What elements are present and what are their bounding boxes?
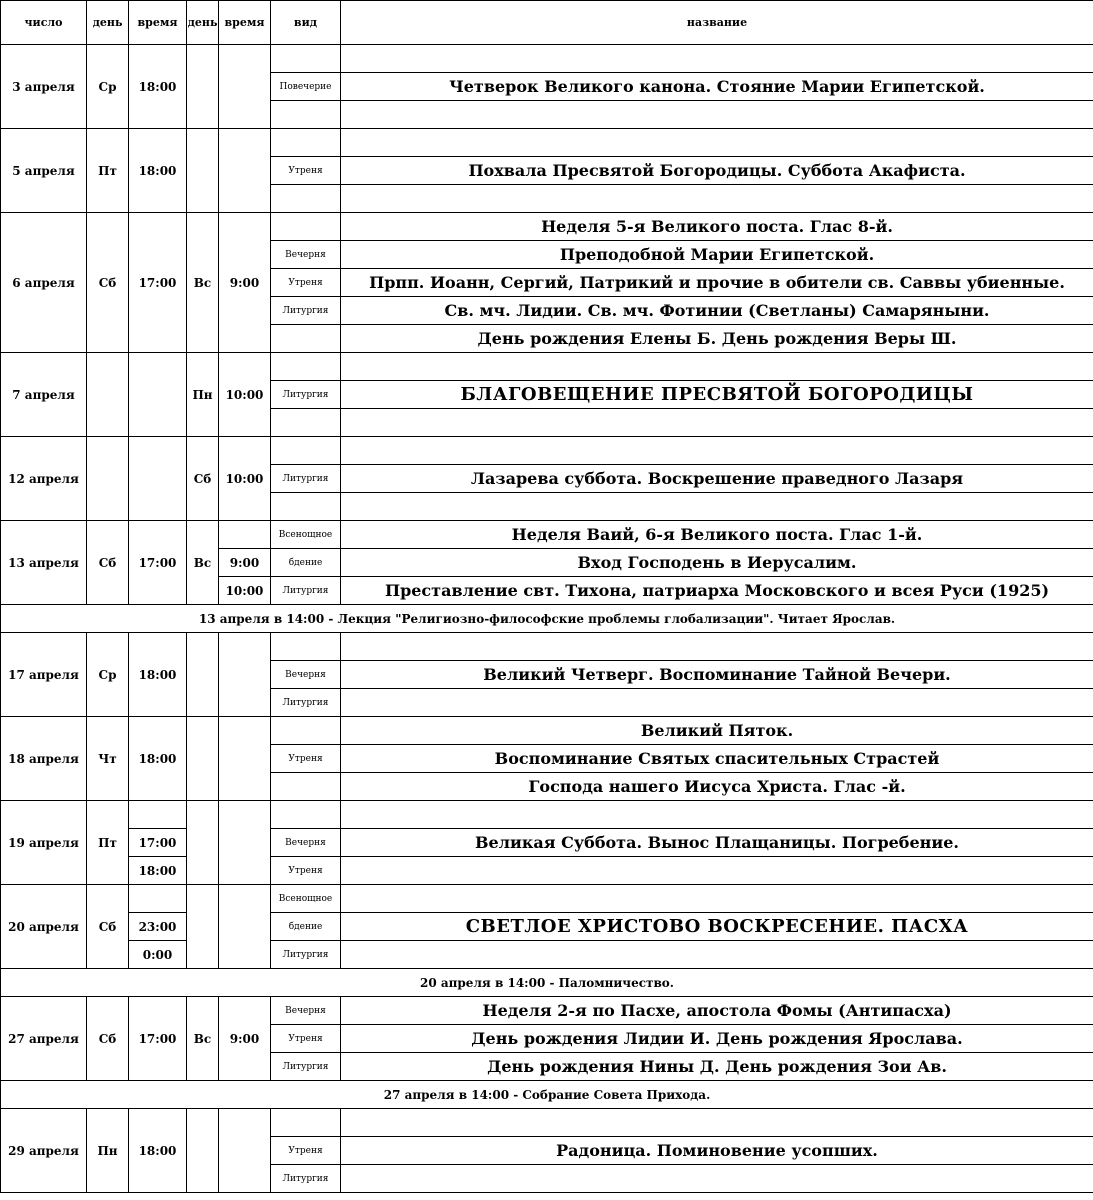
row-time-2 xyxy=(219,885,271,969)
row-title xyxy=(341,409,1093,437)
row-kind: Вечерня xyxy=(271,997,341,1025)
row-day-2: Вс xyxy=(187,521,219,605)
row-day xyxy=(87,353,129,437)
row-day-2: Сб xyxy=(187,437,219,521)
row-date: 5 апреля xyxy=(1,129,87,213)
notice-row xyxy=(1,1081,1093,1109)
notice-lecture: 13 апреля в 14:00 - Лекция "Религиозно-философские проблемы глобализации". Читает Ярослав. xyxy=(1,605,1093,633)
row-kind: Вечерня xyxy=(271,661,341,689)
row-title xyxy=(341,353,1093,381)
row-title: БЛАГОВЕЩЕНИЕ ПРЕСВЯТОЙ БОГОРОДИЦЫ xyxy=(341,381,1093,409)
row-time-2: 10:00 xyxy=(219,437,271,521)
row-kind: бдение xyxy=(271,549,341,577)
row-date: 29 апреля xyxy=(1,1109,87,1193)
row-time: 17:00 xyxy=(129,213,187,353)
row-title xyxy=(341,633,1093,661)
notice-row xyxy=(1,969,1093,997)
row-time-2 xyxy=(219,1109,271,1193)
row-kind xyxy=(271,717,341,745)
row-title xyxy=(341,1165,1093,1193)
header-time-2: время xyxy=(219,1,271,45)
row-time-2: 9:00 xyxy=(219,213,271,353)
row-day: Сб xyxy=(87,885,129,969)
row-kind xyxy=(271,45,341,73)
row-kind: Вечерня xyxy=(271,829,341,857)
table-row xyxy=(1,633,1093,661)
row-kind: Литургия xyxy=(271,689,341,717)
table-row xyxy=(1,1109,1093,1137)
row-kind: Литургия xyxy=(271,577,341,605)
row-time-2 xyxy=(219,633,271,717)
row-kind: Всенощное xyxy=(271,521,341,549)
row-title: Преставление свт. Тихона, патриарха Московского и всея Руси (1925) xyxy=(341,577,1093,605)
row-date: 13 апреля xyxy=(1,521,87,605)
row-title xyxy=(341,101,1093,129)
row-kind: Утреня xyxy=(271,857,341,885)
row-day: Ср xyxy=(87,633,129,717)
header-day: день xyxy=(87,1,129,45)
row-kind: Утреня xyxy=(271,745,341,773)
row-date: 20 апреля xyxy=(1,885,87,969)
row-time-2: 10:00 xyxy=(219,577,271,605)
notice-row xyxy=(1,605,1093,633)
row-kind xyxy=(271,213,341,241)
table-row xyxy=(1,717,1093,745)
row-kind: бдение xyxy=(271,913,341,941)
row-kind xyxy=(271,409,341,437)
row-title: Неделя 5-я Великого поста. Глас 8-й. xyxy=(341,213,1093,241)
row-time-2 xyxy=(219,717,271,801)
row-title xyxy=(341,885,1093,913)
row-date: 18 апреля xyxy=(1,717,87,801)
row-kind: Утреня xyxy=(271,1025,341,1053)
row-title: Прпп. Иоанн, Сергий, Патрикий и прочие в обители св. Саввы убиенные. xyxy=(341,269,1093,297)
row-title xyxy=(341,185,1093,213)
row-time xyxy=(129,353,187,437)
table-row xyxy=(1,437,1093,465)
row-time-2 xyxy=(219,801,271,885)
row-date: 19 апреля xyxy=(1,801,87,885)
row-day: Сб xyxy=(87,213,129,353)
notice-pilgrimage: 20 апреля в 14:00 - Паломничество. xyxy=(1,969,1093,997)
row-kind xyxy=(271,185,341,213)
row-kind: Вечерня xyxy=(271,241,341,269)
row-kind: Литургия xyxy=(271,941,341,969)
row-day: Сб xyxy=(87,521,129,605)
row-title xyxy=(341,493,1093,521)
row-title: Четверок Великого канона. Стояние Марии Египетской. xyxy=(341,73,1093,101)
row-time xyxy=(129,801,187,829)
row-day-2 xyxy=(187,885,219,969)
header-title: название xyxy=(341,1,1093,45)
row-kind: Утреня xyxy=(271,1137,341,1165)
row-day-2 xyxy=(187,717,219,801)
row-title: Вход Господень в Иерусалим. xyxy=(341,549,1093,577)
row-kind xyxy=(271,493,341,521)
row-title: Господа нашего Иисуса Христа. Глас -й. xyxy=(341,773,1093,801)
row-time: 18:00 xyxy=(129,633,187,717)
row-day-2: Пн xyxy=(187,353,219,437)
row-time: 23:00 xyxy=(129,913,187,941)
row-day-2: Вс xyxy=(187,213,219,353)
row-title: Похвала Пресвятой Богородицы. Суббота Акафиста. xyxy=(341,157,1093,185)
row-day-2: Вс xyxy=(187,997,219,1081)
header-kind: вид xyxy=(271,1,341,45)
row-title xyxy=(341,437,1093,465)
row-date: 17 апреля xyxy=(1,633,87,717)
row-time: 17:00 xyxy=(129,997,187,1081)
row-title xyxy=(341,941,1093,969)
row-time-2: 10:00 xyxy=(219,353,271,437)
row-title: Неделя Ваий, 6-я Великого поста. Глас 1-й. xyxy=(341,521,1093,549)
row-kind: Литургия xyxy=(271,1165,341,1193)
row-title: Св. мч. Лидии. Св. мч. Фотинии (Светланы) Самаряныни. xyxy=(341,297,1093,325)
row-kind: Утреня xyxy=(271,157,341,185)
row-time: 18:00 xyxy=(129,129,187,213)
row-day-2 xyxy=(187,801,219,885)
row-time-2: 9:00 xyxy=(219,997,271,1081)
row-time xyxy=(129,885,187,913)
row-day-2 xyxy=(187,1109,219,1193)
row-title: Неделя 2-я по Пасхе, апостола Фомы (Антипасха) xyxy=(341,997,1093,1025)
row-title xyxy=(341,857,1093,885)
row-kind: Утреня xyxy=(271,269,341,297)
row-time: 18:00 xyxy=(129,717,187,801)
row-date: 27 апреля xyxy=(1,997,87,1081)
row-time: 0:00 xyxy=(129,941,187,969)
row-kind xyxy=(271,325,341,353)
header-row xyxy=(1,1,1093,45)
row-kind xyxy=(271,1109,341,1137)
row-title: Радоница. Поминовение усопших. xyxy=(341,1137,1093,1165)
row-date: 7 апреля xyxy=(1,353,87,437)
row-kind xyxy=(271,633,341,661)
table-row xyxy=(1,997,1093,1025)
row-title: СВЕТЛОЕ ХРИСТОВО ВОСКРЕСЕНИЕ. ПАСХА xyxy=(341,913,1093,941)
table-row xyxy=(1,129,1093,157)
row-date: 12 апреля xyxy=(1,437,87,521)
row-title: Великая Суббота. Вынос Плащаницы. Погребение. xyxy=(341,829,1093,857)
row-title xyxy=(341,45,1093,73)
row-day: Сб xyxy=(87,997,129,1081)
row-kind xyxy=(271,129,341,157)
row-title xyxy=(341,801,1093,829)
row-title: Великий Пяток. xyxy=(341,717,1093,745)
table-row xyxy=(1,521,1093,549)
row-title: День рождения Лидии И. День рождения Ярослава. xyxy=(341,1025,1093,1053)
header-day-2: день xyxy=(187,1,219,45)
row-kind: Повечерие xyxy=(271,73,341,101)
table-row xyxy=(1,941,1093,969)
table-row xyxy=(1,213,1093,241)
table-row xyxy=(1,885,1093,913)
row-time: 18:00 xyxy=(129,857,187,885)
row-day: Пт xyxy=(87,129,129,213)
row-kind: Литургия xyxy=(271,381,341,409)
row-day-2 xyxy=(187,633,219,717)
row-title xyxy=(341,689,1093,717)
row-day: Чт xyxy=(87,717,129,801)
row-time-2 xyxy=(219,129,271,213)
row-title: День рождения Нины Д. День рождения Зои Ав. xyxy=(341,1053,1093,1081)
row-day-2 xyxy=(187,45,219,129)
row-kind: Литургия xyxy=(271,465,341,493)
row-date: 3 апреля xyxy=(1,45,87,129)
row-kind xyxy=(271,101,341,129)
row-day: Пн xyxy=(87,1109,129,1193)
row-kind xyxy=(271,773,341,801)
row-day: Ср xyxy=(87,45,129,129)
row-time: 17:00 xyxy=(129,521,187,605)
table-row xyxy=(1,801,1093,829)
row-title xyxy=(341,129,1093,157)
row-time: 18:00 xyxy=(129,45,187,129)
row-date: 6 апреля xyxy=(1,213,87,353)
row-title: Преподобной Марии Египетской. xyxy=(341,241,1093,269)
row-time-2: 9:00 xyxy=(219,549,271,577)
table-row xyxy=(1,913,1093,941)
row-time-2 xyxy=(219,521,271,549)
row-time: 17:00 xyxy=(129,829,187,857)
row-time xyxy=(129,437,187,521)
row-title xyxy=(341,1109,1093,1137)
notice-council: 27 апреля в 14:00 - Собрание Совета Прихода. xyxy=(1,1081,1093,1109)
row-title: Лазарева суббота. Воскрешение праведного Лазаря xyxy=(341,465,1093,493)
table-row xyxy=(1,353,1093,381)
row-day: Пт xyxy=(87,801,129,885)
row-title: Великий Четверг. Воспоминание Тайной Вечери. xyxy=(341,661,1093,689)
row-title: Воспоминание Святых спасительных Страстей xyxy=(341,745,1093,773)
row-kind: Литургия xyxy=(271,1053,341,1081)
row-kind xyxy=(271,801,341,829)
row-time: 18:00 xyxy=(129,1109,187,1193)
row-day xyxy=(87,437,129,521)
table-row xyxy=(1,857,1093,885)
row-title: День рождения Елены Б. День рождения Веры Ш. xyxy=(341,325,1093,353)
header-time: время xyxy=(129,1,187,45)
row-kind: Литургия xyxy=(271,297,341,325)
row-day-2 xyxy=(187,129,219,213)
table-row xyxy=(1,829,1093,857)
row-kind xyxy=(271,353,341,381)
row-kind: Всенощное xyxy=(271,885,341,913)
row-kind xyxy=(271,437,341,465)
row-time-2 xyxy=(219,45,271,129)
table-row xyxy=(1,45,1093,73)
header-date: число xyxy=(1,1,87,45)
